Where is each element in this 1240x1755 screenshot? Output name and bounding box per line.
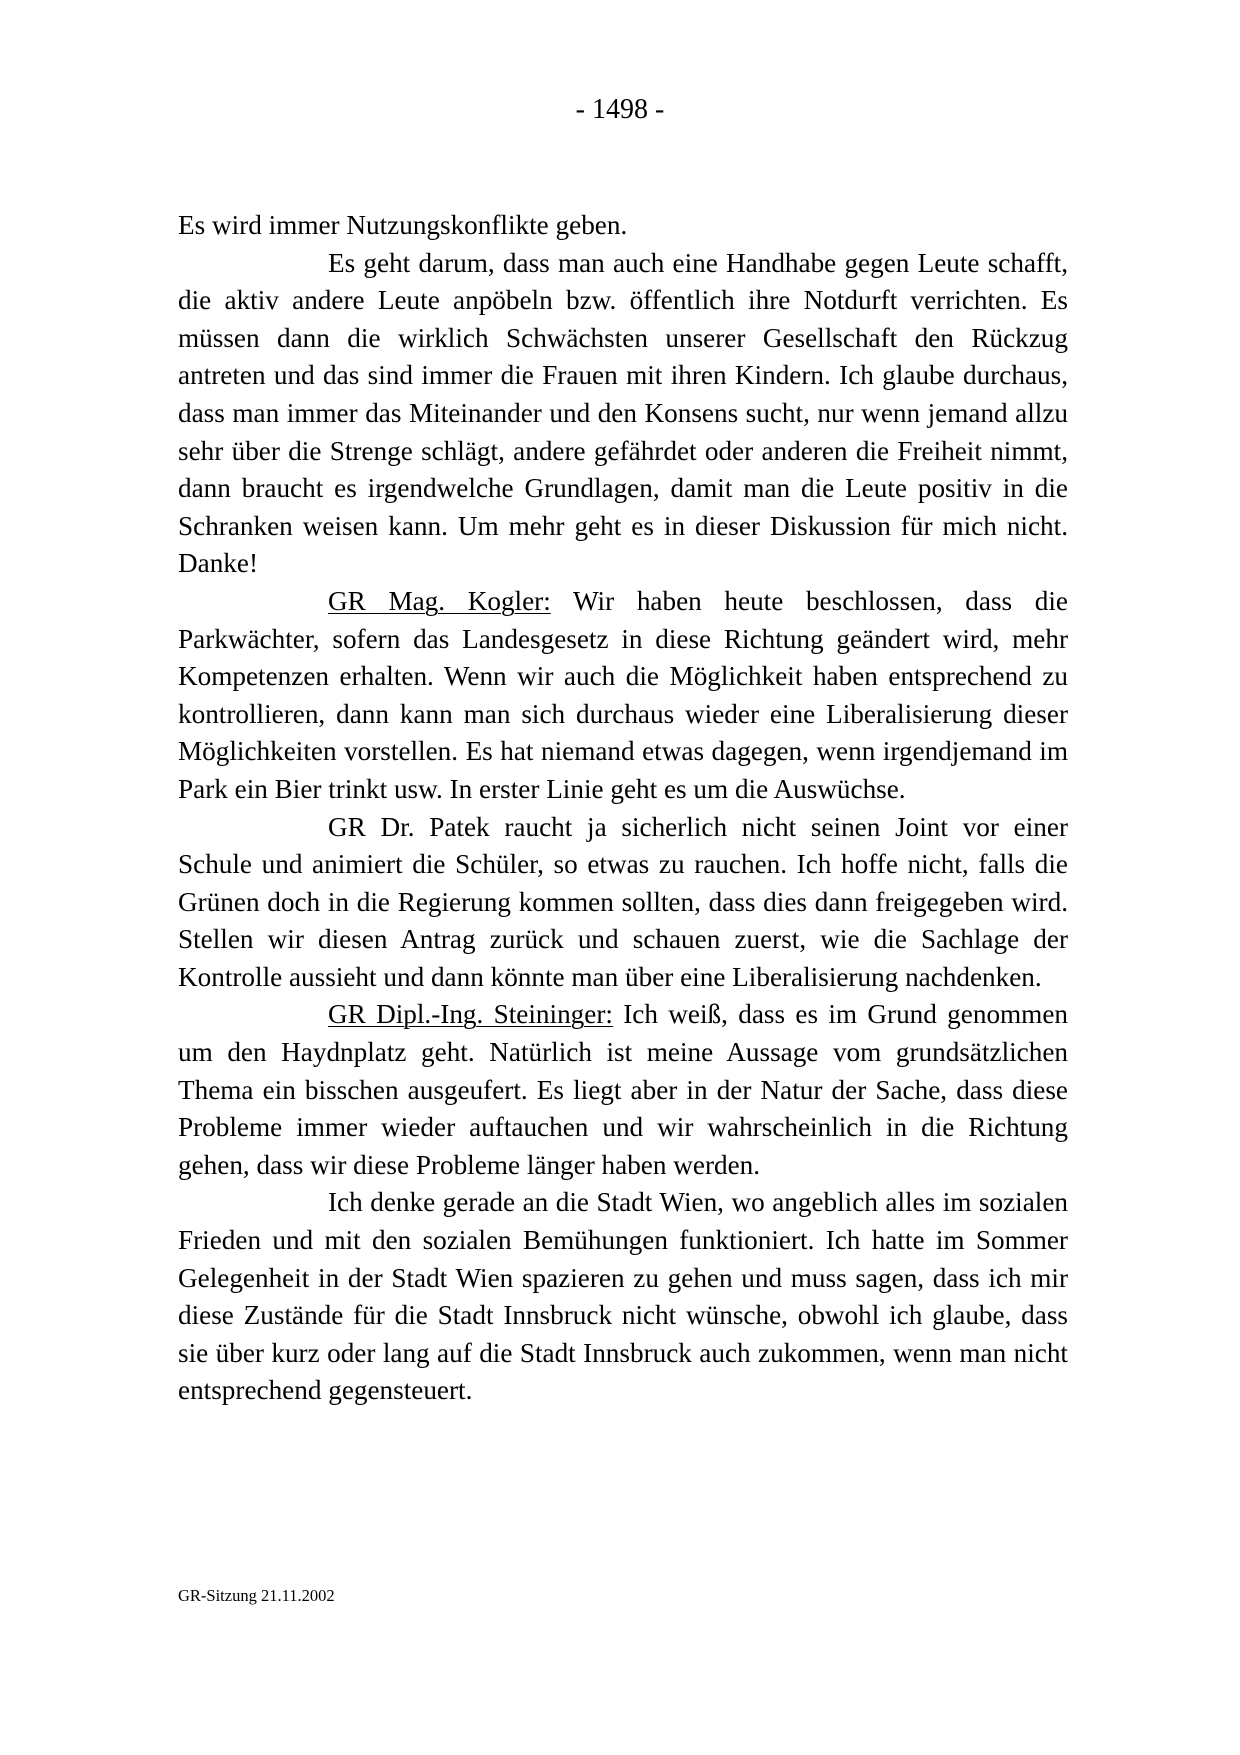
paragraph-3 xyxy=(178,583,1068,809)
paragraph-2: Es geht darum, dass man auch eine Handhabe gegen Leute schafft, die aktiv andere Leute anpöbeln bzw. öffentlich ihre Notdurft verrichten. Es müssen dann die wirklich Schwächsten unserer Gesellschaft den Rückzug antreten und das sind immer die Frauen mit ihren Kindern. Ich glaube durchaus, dass man immer das Miteinander und den Konsens sucht, nur wenn jemand allzu sehr über die Strenge schlägt, andere gefährdet oder anderen die Freiheit nimmt, dann braucht es irgendwelche Grundlagen, damit man die Leute positiv in die Schranken weisen kann. Um mehr geht es in dieser Diskussion für mich nicht. Danke! xyxy=(178,247,1068,579)
document-body xyxy=(178,207,1068,1410)
footer-session-date: GR-Sitzung 21.11.2002 xyxy=(178,1586,335,1605)
speech-text-steininger: Ich weiß, dass es im Grund genommen um den Haydnplatz geht. Natürlich ist meine Aussage vom grundsätzlichen Thema ein bisschen ausgeufert. Es liegt aber in der Natur der Sache, dass diese Probleme immer wieder auftauchen und wir wahrscheinlich in die Richtung gehen, dass wir diese Probleme länger haben werden. xyxy=(178,999,1068,1180)
paragraph-4: GR Dr. Patek raucht ja sicherlich nicht seinen Joint vor einer Schule und animiert die Schüler, so etwas zu rauchen. Ich hoffe nicht, falls die Grünen doch in die Regierung kommen sollten, dass dies dann freigegeben wird. Stellen wir diesen Antrag zurück und schauen zuerst, wie die Sachlage der Kontrolle aussieht und dann könnte man über eine Liberalisierung nachdenken. xyxy=(178,811,1068,992)
paragraph-1: Es wird immer Nutzungskonflikte geben. xyxy=(178,210,628,240)
page-number: - 1498 - xyxy=(575,94,665,125)
speaker-name-steininger: GR Dipl.-Ing. Steininger: xyxy=(328,999,613,1030)
paragraph-6: Ich denke gerade an die Stadt Wien, wo angeblich alles im sozialen Frieden und mit den sozialen Bemühungen funktioniert. Ich hatte im Sommer Gelegenheit in der Stadt Wien spazieren zu gehen und muss sagen, dass ich mir diese Zustände für die Stadt Innsbruck nicht wünsche, obwohl ich glaube, dass sie über kurz oder lang auf die Stadt Innsbruck auch zukommen, wenn man nicht entsprechend gegensteuert. xyxy=(178,1187,1068,1406)
paragraph-5 xyxy=(178,996,1068,1184)
speech-text-kogler: Wir haben heute beschlossen, dass die Parkwächter, sofern das Landesgesetz in diese Richtung geändert wird, mehr Kompetenzen erhalten. Wenn wir auch die Möglichkeit haben entsprechend zu kontrollieren, dann kann man sich durchaus wieder eine Liberalisierung dieser Möglichkeiten vorstellen. Es hat niemand etwas dagegen, wenn irgendjemand im Park ein Bier trinkt usw. In erster Linie geht es um die Auswüchse. xyxy=(178,585,1068,804)
speaker-name-kogler: GR Mag. Kogler: xyxy=(328,585,551,616)
